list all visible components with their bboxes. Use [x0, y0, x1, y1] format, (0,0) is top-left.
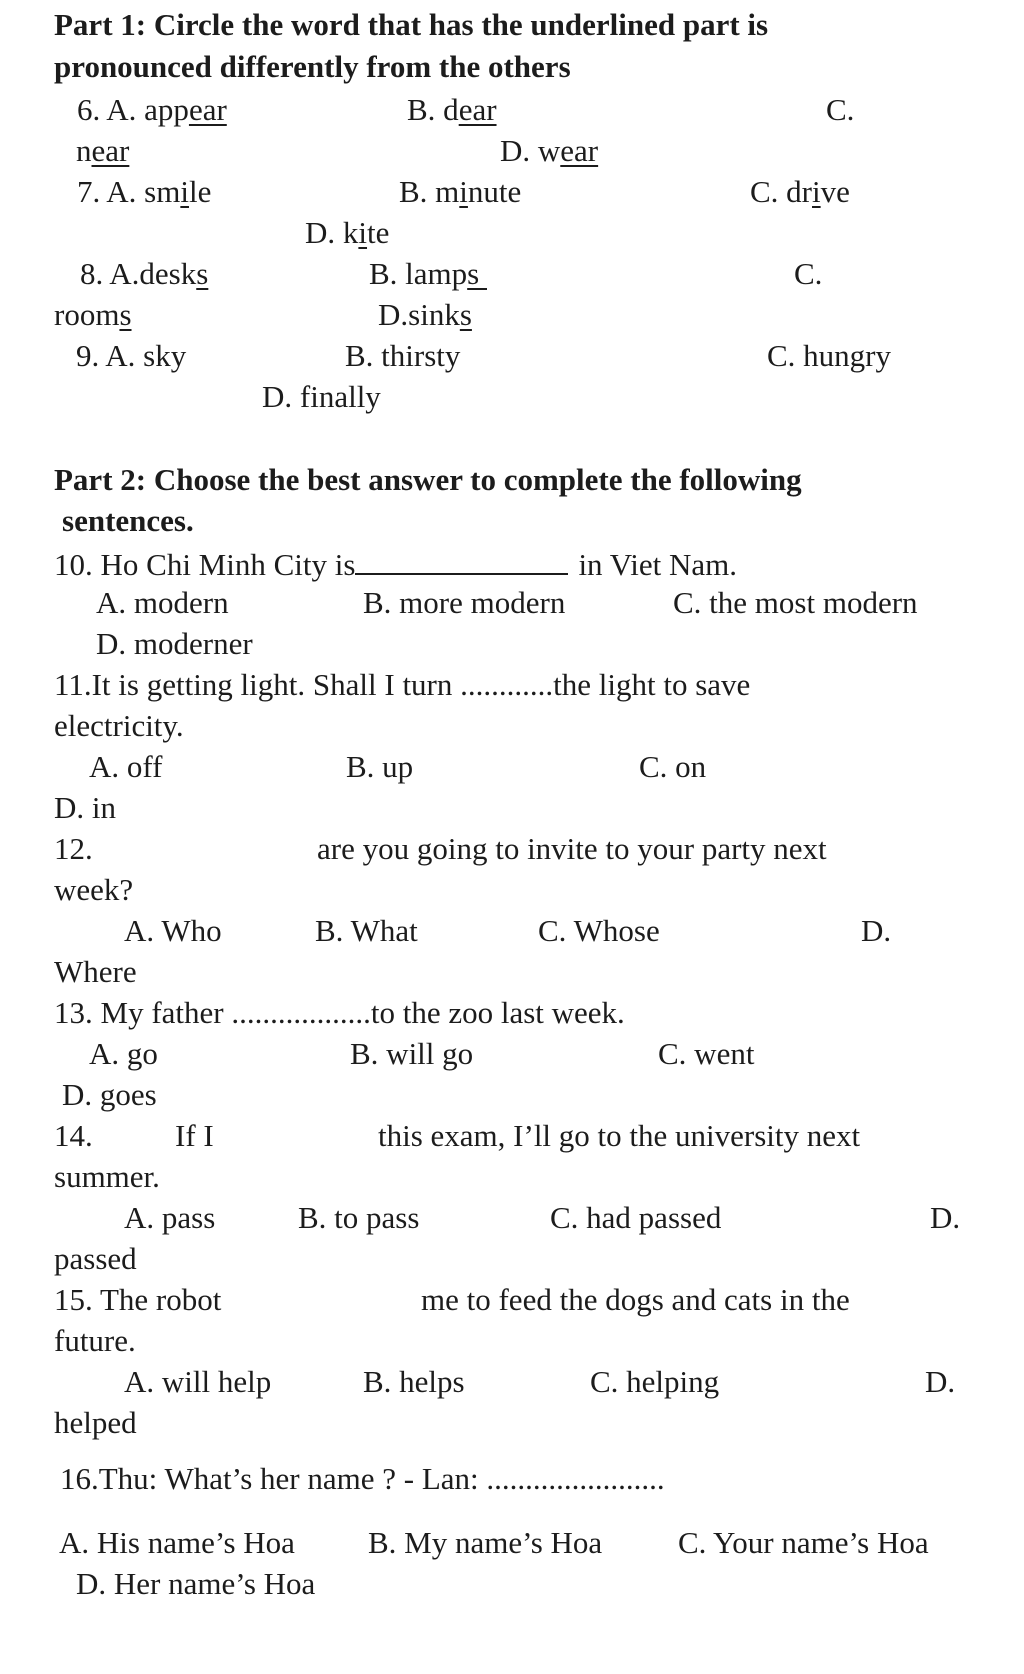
q12-option-d-label: D. — [861, 913, 892, 948]
q12-stem-line2: week? — [54, 872, 134, 907]
q6-option-a: 6. A. appear — [77, 92, 227, 127]
q8-option-b: B. lamps — [369, 256, 487, 291]
q13-option-b: B. will go — [350, 1036, 474, 1071]
q7-option-b: B. minute — [399, 174, 522, 209]
q11-option-d: D. in — [54, 790, 116, 825]
q14-option-a: A. pass — [124, 1200, 216, 1235]
q16-stem: 16.Thu: What’s her name ? - Lan: ....................... — [60, 1461, 665, 1496]
q14-stem-line2: summer. — [54, 1159, 160, 1194]
q6-option-d: D. wear — [500, 133, 599, 168]
q8-option-c-label: C. — [794, 256, 823, 291]
part1-title-line2: pronounced differently from the others — [54, 49, 571, 84]
q15-stem-line2: future. — [54, 1323, 136, 1358]
q15-option-d-word: helped — [54, 1405, 137, 1440]
q7-option-d: D. kite — [305, 215, 390, 250]
q15-option-d-label: D. — [925, 1364, 956, 1399]
q14-number: 14. — [54, 1118, 93, 1153]
q10-option-d: D. moderner — [96, 626, 253, 661]
q14-option-d-label: D. — [930, 1200, 961, 1235]
q7-option-c: C. drive — [750, 174, 850, 209]
q12-option-a: A. Who — [124, 913, 222, 948]
q10-answer-blank — [355, 543, 568, 575]
q6-option-c-label: C. — [826, 92, 855, 127]
q8-option-d: D.sinks — [378, 297, 472, 332]
q10-option-b: B. more modern — [363, 585, 566, 620]
q14-option-d-word: passed — [54, 1241, 137, 1276]
q15-option-b: B. helps — [363, 1364, 465, 1399]
part2-title-line2: sentences. — [62, 503, 194, 538]
q13-option-c: C. went — [658, 1036, 755, 1071]
q11-stem: 11.It is getting light. Shall I turn ............the light to save — [54, 667, 751, 702]
q14-option-b: B. to pass — [298, 1200, 420, 1235]
q12-option-c: C. Whose — [538, 913, 660, 948]
q13-option-a: A. go — [89, 1036, 158, 1071]
q11-option-c: C. on — [639, 749, 707, 784]
q8-option-c-word: rooms — [54, 297, 132, 332]
q6-option-b: B. dear — [407, 92, 497, 127]
q12-stem: are you going to invite to your party next — [317, 831, 827, 866]
q11-stem-line2: electricity. — [54, 708, 184, 743]
q14-option-c: C. had passed — [550, 1200, 722, 1235]
q10-option-a: A. modern — [96, 585, 229, 620]
q11-option-a: A. off — [89, 749, 163, 784]
q14-if: If I — [175, 1118, 214, 1153]
q8-option-a: 8. A.desks — [80, 256, 209, 291]
q10-stem: 10. Ho Chi Minh City is in Viet Nam. — [54, 543, 737, 584]
q11-option-b: B. up — [346, 749, 414, 784]
q16-option-a: A. His name’s Hoa — [59, 1525, 295, 1560]
q15-stem-start: 15. The robot — [54, 1282, 222, 1317]
q15-option-a: A. will help — [124, 1364, 272, 1399]
part1-title-line1: Part 1: Circle the word that has the underlined part is — [54, 7, 769, 42]
part2-title-line1: Part 2: Choose the best answer to complete the following — [54, 462, 802, 497]
q9-option-d: D. finally — [262, 379, 381, 414]
q14-stem: this exam, I’ll go to the university next — [378, 1118, 861, 1153]
q10-option-c: C. the most modern — [673, 585, 918, 620]
q16-option-b: B. My name’s Hoa — [368, 1525, 603, 1560]
q6-option-c-word: near — [76, 133, 130, 168]
q9-option-b: B. thirsty — [345, 338, 461, 373]
q16-option-c: C. Your name’s Hoa — [678, 1525, 929, 1560]
q9-option-c: C. hungry — [767, 338, 891, 373]
q7-option-a: 7. A. smile — [77, 174, 212, 209]
q12-option-d-word: Where — [54, 954, 137, 989]
q12-option-b: B. What — [315, 913, 418, 948]
q13-stem: 13. My father ..................to the zoo last week. — [54, 995, 625, 1030]
q9-option-a: 9. A. sky — [76, 338, 187, 373]
q15-stem: me to feed the dogs and cats in the — [421, 1282, 850, 1317]
q12-number: 12. — [54, 831, 93, 866]
q15-option-c: C. helping — [590, 1364, 720, 1399]
q13-option-d: D. goes — [62, 1077, 157, 1112]
q16-option-d: D. Her name’s Hoa — [76, 1566, 316, 1601]
